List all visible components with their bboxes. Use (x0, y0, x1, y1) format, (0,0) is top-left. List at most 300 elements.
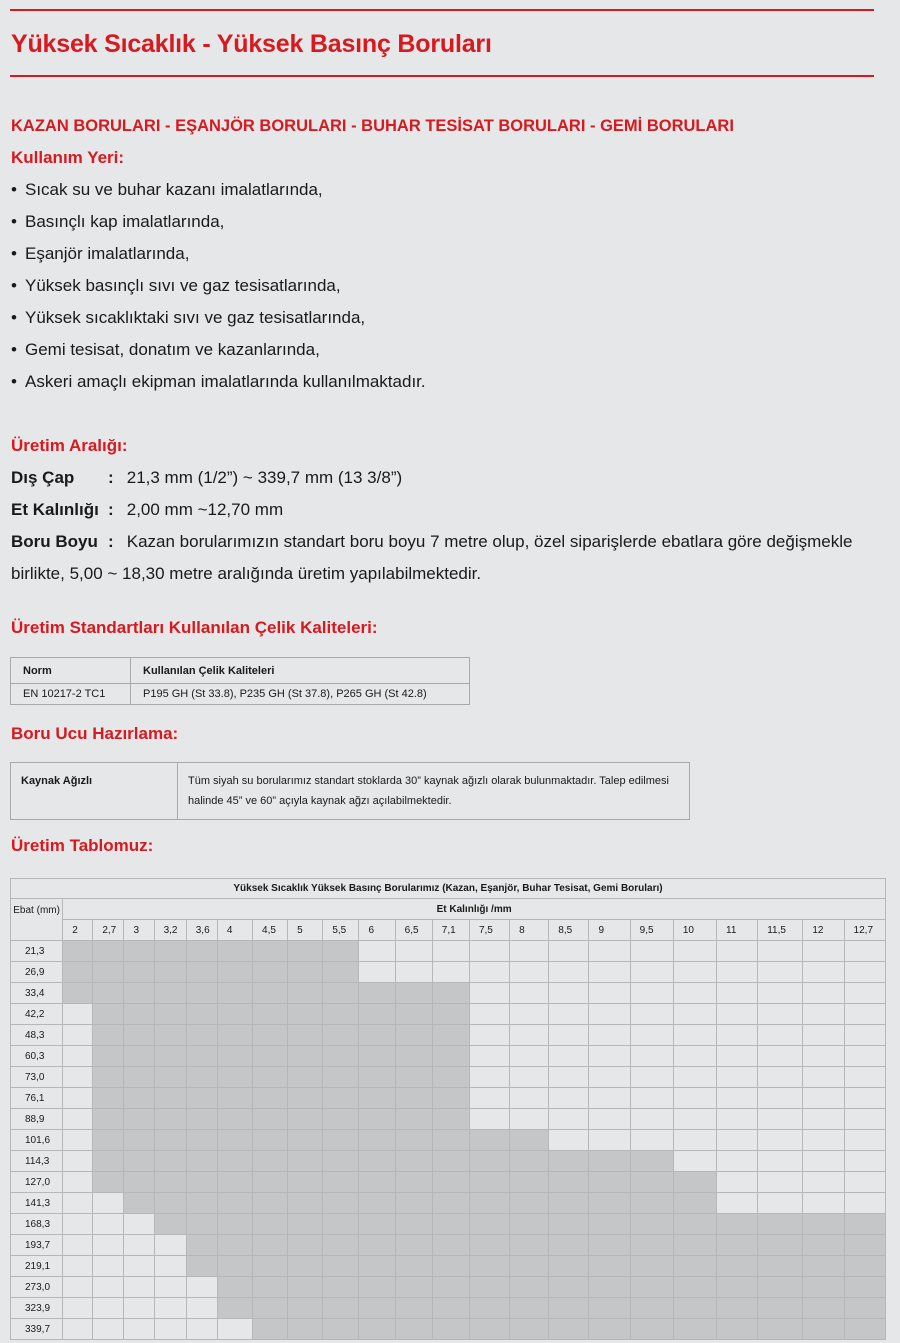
thickness-header: 6,5 (395, 920, 432, 941)
available-cell (549, 1277, 589, 1298)
table-row (11, 1319, 886, 1340)
empty-cell (549, 1046, 589, 1067)
available-cell (432, 1235, 469, 1256)
empty-cell (589, 1088, 630, 1109)
available-cell (323, 1109, 359, 1130)
available-cell (432, 1277, 469, 1298)
empty-cell (758, 1193, 803, 1214)
available-cell (253, 1319, 288, 1340)
empty-cell (758, 1046, 803, 1067)
available-cell (589, 1214, 630, 1235)
available-cell (154, 1067, 186, 1088)
available-cell (395, 1025, 432, 1046)
available-cell (630, 1193, 673, 1214)
wall-thickness-header: Et Kalınlığı /mm (63, 899, 886, 920)
empty-cell (673, 1004, 716, 1025)
empty-cell (803, 1067, 844, 1088)
size-cell: 60,3 (11, 1046, 63, 1067)
available-cell (93, 1109, 124, 1130)
empty-cell (630, 941, 673, 962)
available-cell (803, 1214, 844, 1235)
empty-cell (803, 1109, 844, 1130)
available-cell (253, 1004, 288, 1025)
empty-cell (758, 983, 803, 1004)
available-cell (253, 1088, 288, 1109)
available-cell (154, 962, 186, 983)
available-cell (253, 962, 288, 983)
size-cell: 21,3 (11, 941, 63, 962)
size-cell: 219,1 (11, 1256, 63, 1277)
available-cell (359, 1109, 395, 1130)
outer-diameter-value: 21,3 mm (1/2”) ~ 339,7 mm (13 3/8”) (126, 468, 403, 487)
available-cell (323, 1067, 359, 1088)
empty-cell (589, 941, 630, 962)
empty-cell (630, 1046, 673, 1067)
available-cell (288, 1046, 323, 1067)
available-cell (510, 1214, 549, 1235)
empty-cell (758, 1151, 803, 1172)
available-cell (154, 1004, 186, 1025)
available-cell (469, 1319, 509, 1340)
end-prep-key: Kaynak Ağızlı (11, 763, 178, 820)
usage-item: • Yüksek sıcaklıktaki sıvı ve gaz tesisatlarında, (11, 308, 366, 327)
empty-cell (844, 1151, 885, 1172)
thickness-header: 4 (217, 920, 252, 941)
empty-cell (630, 1088, 673, 1109)
empty-cell (63, 1298, 93, 1319)
usage-item: • Basınçlı kap imalatlarında, (11, 212, 225, 231)
available-cell (93, 1067, 124, 1088)
available-cell (758, 1298, 803, 1319)
empty-cell (469, 1046, 509, 1067)
empty-cell (803, 1088, 844, 1109)
table-row (11, 1214, 886, 1235)
thickness-header: 9 (589, 920, 630, 941)
empty-cell (589, 1067, 630, 1088)
size-cell: 141,3 (11, 1193, 63, 1214)
available-cell (510, 1319, 549, 1340)
available-cell (717, 1277, 758, 1298)
available-cell (432, 1130, 469, 1151)
table-row (11, 1277, 886, 1298)
available-cell (323, 1298, 359, 1319)
top-rule (10, 9, 874, 11)
available-cell (630, 1319, 673, 1340)
norm-cell: EN 10217-2 TC1 (11, 684, 131, 705)
available-cell (63, 983, 93, 1004)
available-cell (186, 1235, 217, 1256)
available-cell (124, 941, 154, 962)
table-row (11, 1088, 886, 1109)
empty-cell (186, 1277, 217, 1298)
available-cell (844, 1277, 885, 1298)
available-cell (432, 1214, 469, 1235)
empty-cell (673, 1046, 716, 1067)
empty-cell (630, 1025, 673, 1046)
available-cell (589, 1151, 630, 1172)
available-cell (154, 1130, 186, 1151)
empty-cell (510, 1067, 549, 1088)
available-cell (359, 1151, 395, 1172)
available-cell (93, 941, 124, 962)
empty-cell (717, 941, 758, 962)
empty-cell (469, 1004, 509, 1025)
available-cell (395, 1298, 432, 1319)
size-cell: 33,4 (11, 983, 63, 1004)
table-header-row (11, 658, 470, 684)
production-heading: Üretim Tablomuz: (11, 836, 154, 855)
available-cell (844, 1214, 885, 1235)
available-cell (359, 1277, 395, 1298)
available-cell (323, 1277, 359, 1298)
available-cell (288, 1256, 323, 1277)
available-cell (395, 1193, 432, 1214)
empty-cell (758, 1025, 803, 1046)
empty-cell (717, 1172, 758, 1193)
empty-cell (673, 1088, 716, 1109)
available-cell (253, 1067, 288, 1088)
available-cell (253, 983, 288, 1004)
available-cell (589, 1172, 630, 1193)
available-cell (186, 1067, 217, 1088)
empty-cell (844, 1025, 885, 1046)
page-title: Yüksek Sıcaklık - Yüksek Basınç Boruları (11, 30, 492, 58)
available-cell (217, 1046, 252, 1067)
empty-cell (803, 1130, 844, 1151)
empty-cell (469, 1067, 509, 1088)
empty-cell (469, 1025, 509, 1046)
empty-cell (93, 1256, 124, 1277)
empty-cell (63, 1130, 93, 1151)
available-cell (630, 1172, 673, 1193)
available-cell (124, 1151, 154, 1172)
empty-cell (469, 1088, 509, 1109)
table-row (11, 983, 886, 1004)
empty-cell (758, 1067, 803, 1088)
table-row (11, 1172, 886, 1193)
size-cell: 101,6 (11, 1130, 63, 1151)
empty-cell (63, 1319, 93, 1340)
available-cell (469, 1277, 509, 1298)
table-row (11, 684, 470, 705)
empty-cell (93, 1235, 124, 1256)
available-cell (124, 1046, 154, 1067)
empty-cell (803, 1046, 844, 1067)
available-cell (217, 1088, 252, 1109)
available-cell (432, 1298, 469, 1319)
available-cell (124, 1067, 154, 1088)
thickness-header: 2,7 (93, 920, 124, 941)
available-cell (253, 1235, 288, 1256)
empty-cell (186, 1319, 217, 1340)
available-cell (758, 1214, 803, 1235)
thickness-header: 8,5 (549, 920, 589, 941)
available-cell (359, 1130, 395, 1151)
empty-cell (510, 1004, 549, 1025)
available-cell (549, 1235, 589, 1256)
empty-cell (758, 941, 803, 962)
available-cell (186, 941, 217, 962)
table-row (11, 1109, 886, 1130)
available-cell (510, 1172, 549, 1193)
empty-cell (549, 1025, 589, 1046)
empty-cell (758, 1109, 803, 1130)
size-cell: 48,3 (11, 1025, 63, 1046)
empty-cell (510, 1046, 549, 1067)
standards-heading: Üretim Standartları Kullanılan Çelik Kaliteleri: (11, 618, 378, 637)
empty-cell (717, 1193, 758, 1214)
table-row (11, 1004, 886, 1025)
empty-cell (63, 1256, 93, 1277)
empty-cell (549, 1109, 589, 1130)
empty-cell (359, 962, 395, 983)
empty-cell (154, 1277, 186, 1298)
available-cell (323, 962, 359, 983)
available-cell (359, 1256, 395, 1277)
available-cell (803, 1319, 844, 1340)
available-cell (217, 1151, 252, 1172)
available-cell (432, 1004, 469, 1025)
empty-cell (395, 962, 432, 983)
table-header-row (11, 899, 886, 920)
available-cell (432, 983, 469, 1004)
available-cell (186, 1088, 217, 1109)
production-table (10, 878, 886, 1340)
empty-cell (589, 1130, 630, 1151)
empty-cell (549, 1067, 589, 1088)
available-cell (758, 1319, 803, 1340)
size-cell: 339,7 (11, 1319, 63, 1340)
thickness-header: 11,5 (758, 920, 803, 941)
available-cell (288, 983, 323, 1004)
available-cell (217, 962, 252, 983)
empty-cell (717, 1109, 758, 1130)
available-cell (359, 1046, 395, 1067)
available-cell (124, 1004, 154, 1025)
available-cell (323, 1235, 359, 1256)
empty-cell (844, 941, 885, 962)
available-cell (154, 941, 186, 962)
available-cell (359, 1235, 395, 1256)
empty-cell (124, 1277, 154, 1298)
available-cell (549, 1193, 589, 1214)
thickness-header: 12,7 (844, 920, 885, 941)
size-cell: 273,0 (11, 1277, 63, 1298)
thickness-header: 6 (359, 920, 395, 941)
thickness-header: 10 (673, 920, 716, 941)
table-row (11, 1151, 886, 1172)
available-cell (549, 1256, 589, 1277)
available-cell (93, 1130, 124, 1151)
empty-cell (673, 983, 716, 1004)
empty-cell (758, 1088, 803, 1109)
available-cell (673, 1235, 716, 1256)
available-cell (154, 1193, 186, 1214)
available-cell (217, 1277, 252, 1298)
empty-cell (803, 1004, 844, 1025)
empty-cell (673, 1067, 716, 1088)
empty-cell (803, 1025, 844, 1046)
table-row (11, 1235, 886, 1256)
thickness-header: 5,5 (323, 920, 359, 941)
empty-cell (844, 1130, 885, 1151)
empty-cell (717, 1067, 758, 1088)
available-cell (359, 1067, 395, 1088)
available-cell (758, 1277, 803, 1298)
empty-cell (63, 1235, 93, 1256)
available-cell (549, 1214, 589, 1235)
table-row (11, 1298, 886, 1319)
available-cell (124, 1130, 154, 1151)
available-cell (432, 1025, 469, 1046)
available-cell (124, 1109, 154, 1130)
available-cell (323, 983, 359, 1004)
available-cell (630, 1277, 673, 1298)
available-cell (673, 1277, 716, 1298)
available-cell (589, 1277, 630, 1298)
available-cell (253, 1214, 288, 1235)
available-cell (186, 1004, 217, 1025)
empty-cell (154, 1235, 186, 1256)
available-cell (510, 1193, 549, 1214)
available-cell (288, 1151, 323, 1172)
empty-cell (154, 1298, 186, 1319)
empty-cell (549, 1130, 589, 1151)
available-cell (253, 1172, 288, 1193)
empty-cell (630, 983, 673, 1004)
available-cell (589, 1256, 630, 1277)
available-cell (288, 1109, 323, 1130)
available-cell (323, 1193, 359, 1214)
wall-thickness-value: 2,00 mm ~12,70 mm (126, 500, 284, 519)
available-cell (432, 1088, 469, 1109)
available-cell (154, 1109, 186, 1130)
available-cell (154, 1172, 186, 1193)
empty-cell (844, 962, 885, 983)
available-cell (253, 1298, 288, 1319)
empty-cell (717, 983, 758, 1004)
empty-cell (124, 1235, 154, 1256)
empty-cell (510, 983, 549, 1004)
empty-cell (186, 1298, 217, 1319)
available-cell (395, 1319, 432, 1340)
available-cell (395, 1235, 432, 1256)
available-cell (432, 1256, 469, 1277)
available-cell (510, 1277, 549, 1298)
empty-cell (124, 1256, 154, 1277)
available-cell (93, 983, 124, 1004)
available-cell (510, 1235, 549, 1256)
available-cell (469, 1151, 509, 1172)
available-cell (217, 1130, 252, 1151)
available-cell (323, 1319, 359, 1340)
empty-cell (510, 941, 549, 962)
empty-cell (432, 962, 469, 983)
available-cell (186, 1025, 217, 1046)
available-cell (549, 1151, 589, 1172)
grades-cell: P195 GH (St 33.8), P235 GH (St 37.8), P265 GH (St 42.8) (131, 684, 470, 705)
empty-cell (630, 1130, 673, 1151)
empty-cell (589, 1109, 630, 1130)
available-cell (359, 1214, 395, 1235)
size-cell: 168,3 (11, 1214, 63, 1235)
size-cell: 73,0 (11, 1067, 63, 1088)
available-cell (589, 1193, 630, 1214)
empty-cell (63, 1172, 93, 1193)
empty-cell (63, 1151, 93, 1172)
empty-cell (630, 1109, 673, 1130)
available-cell (217, 1193, 252, 1214)
available-cell (323, 941, 359, 962)
empty-cell (673, 1025, 716, 1046)
empty-cell (803, 1193, 844, 1214)
available-cell (323, 1256, 359, 1277)
empty-cell (844, 1088, 885, 1109)
available-cell (510, 1298, 549, 1319)
available-cell (323, 1004, 359, 1025)
table-row (11, 962, 886, 983)
title-rule (10, 75, 874, 77)
empty-cell (63, 1046, 93, 1067)
empty-cell (844, 1067, 885, 1088)
empty-cell (758, 1130, 803, 1151)
empty-cell (63, 1193, 93, 1214)
size-cell: 88,9 (11, 1109, 63, 1130)
size-cell: 127,0 (11, 1172, 63, 1193)
available-cell (432, 1067, 469, 1088)
size-column-header: Ebat (mm) (11, 899, 63, 941)
empty-cell (510, 1025, 549, 1046)
available-cell (124, 1088, 154, 1109)
available-cell (395, 983, 432, 1004)
empty-cell (549, 1088, 589, 1109)
empty-cell (549, 1004, 589, 1025)
available-cell (717, 1298, 758, 1319)
available-cell (432, 1109, 469, 1130)
available-cell (63, 941, 93, 962)
available-cell (717, 1235, 758, 1256)
available-cell (124, 1025, 154, 1046)
available-cell (154, 1151, 186, 1172)
available-cell (673, 1214, 716, 1235)
available-cell (253, 1046, 288, 1067)
available-cell (253, 1151, 288, 1172)
available-cell (395, 1004, 432, 1025)
available-cell (758, 1235, 803, 1256)
empty-cell (630, 962, 673, 983)
available-cell (395, 1088, 432, 1109)
empty-cell (589, 962, 630, 983)
available-cell (323, 1130, 359, 1151)
available-cell (323, 1025, 359, 1046)
available-cell (717, 1214, 758, 1235)
thickness-header: 3 (124, 920, 154, 941)
empty-cell (630, 1067, 673, 1088)
available-cell (717, 1319, 758, 1340)
size-cell: 193,7 (11, 1235, 63, 1256)
empty-cell (717, 1046, 758, 1067)
empty-cell (673, 1130, 716, 1151)
standards-table (10, 657, 470, 705)
available-cell (469, 1214, 509, 1235)
empty-cell (154, 1256, 186, 1277)
usage-item: • Gemi tesisat, donatım ve kazanlarında, (11, 340, 320, 359)
thickness-header-row (11, 920, 886, 941)
available-cell (93, 1088, 124, 1109)
available-cell (395, 1046, 432, 1067)
available-cell (288, 1067, 323, 1088)
available-cell (186, 1256, 217, 1277)
